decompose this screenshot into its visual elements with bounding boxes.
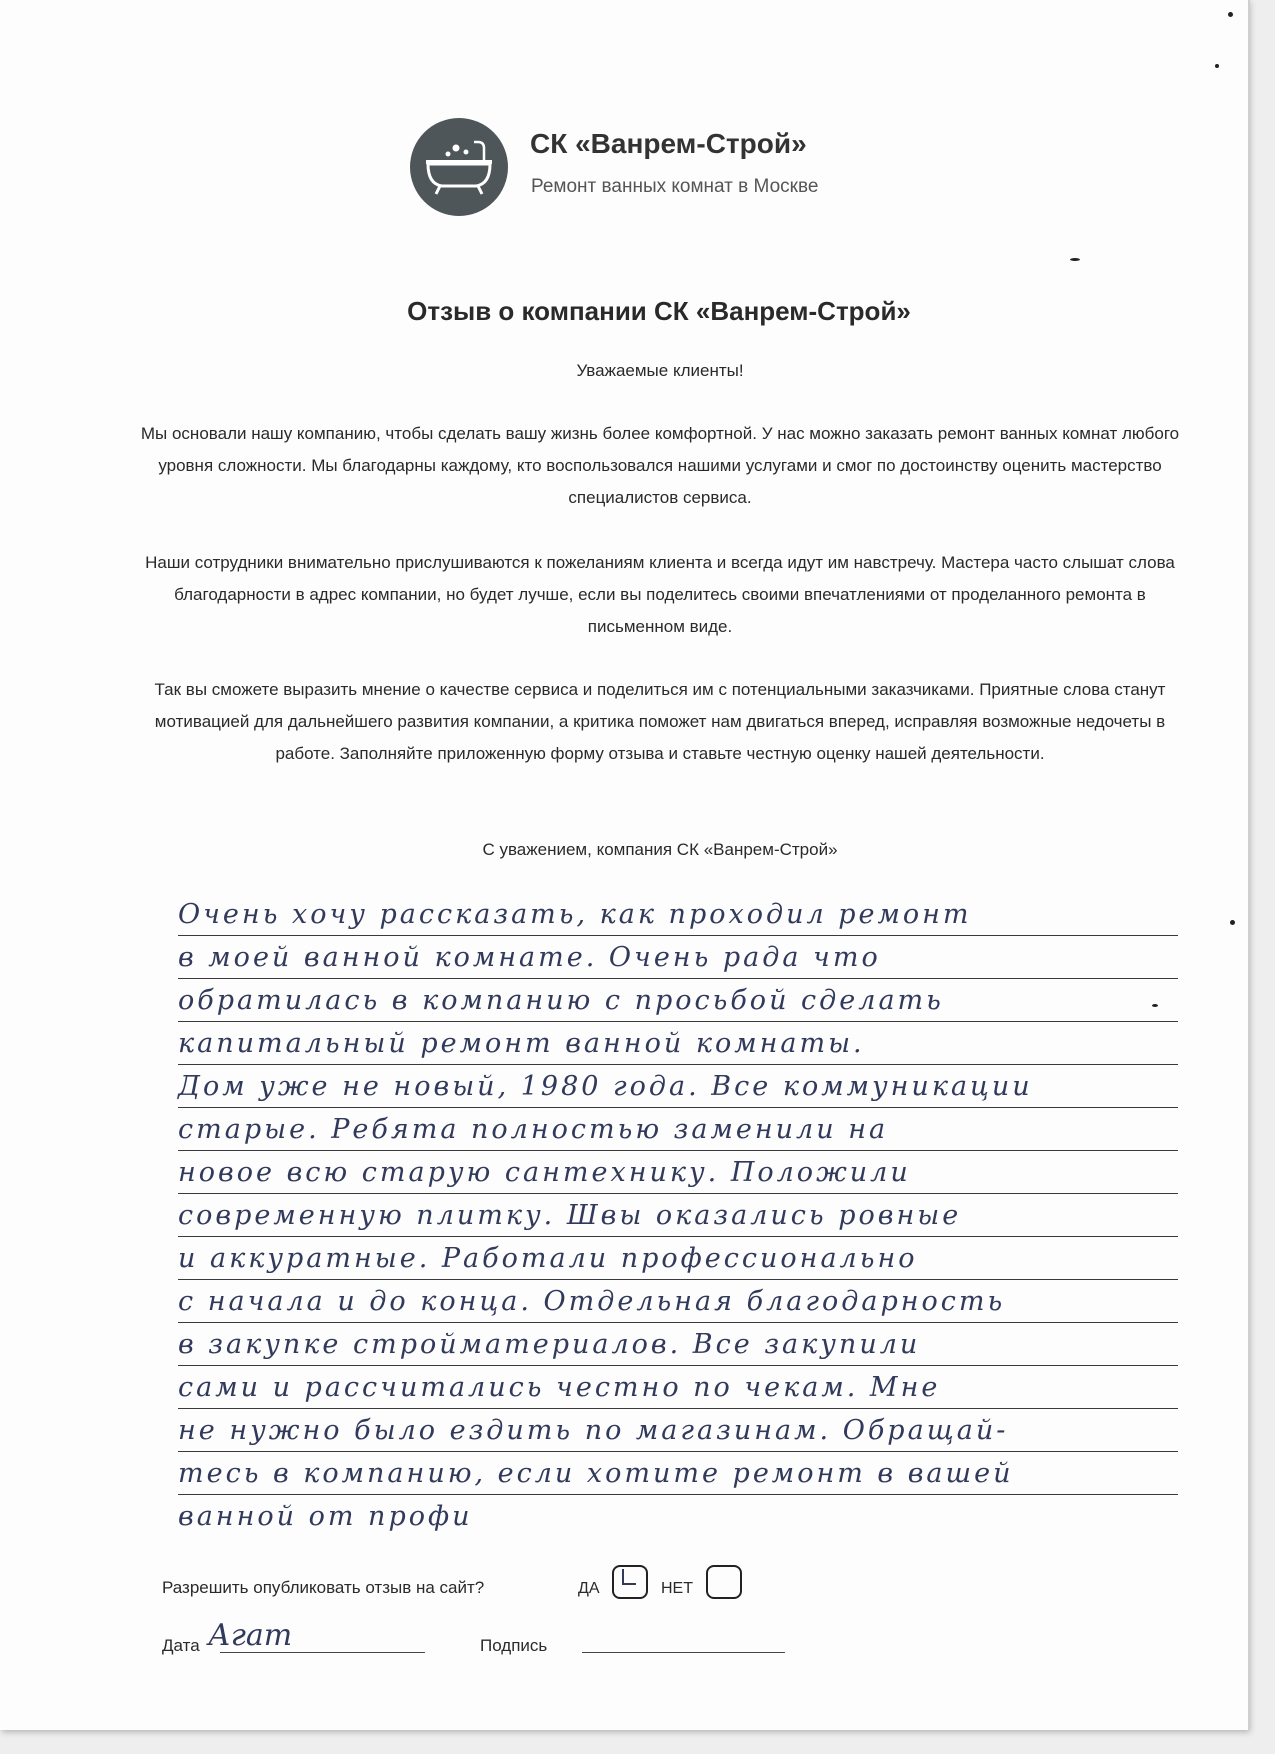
review-line: и аккуратные. Работали профессионально [178, 1239, 1178, 1280]
page-edge [1248, 0, 1250, 1730]
review-line: ванной от профи [178, 1501, 473, 1532]
signature-field[interactable] [582, 1652, 785, 1653]
review-line: капитальный ремонт ванной комнаты. [178, 1024, 1178, 1065]
review-line: старые. Ребята полностью заменили на [178, 1110, 1178, 1151]
page-title: Отзыв о компании СК «Ванрем-Строй» [407, 296, 911, 326]
check-mark-icon [622, 1569, 636, 1585]
review-line: современную плитку. Швы оказались ровные [178, 1196, 1178, 1237]
intro-paragraph-3: Так вы сможете выразить мнение о качестве сервиса и поделиться им с потенциальными заказчиками. Приятные слова станут мотивацией для дальнейшего развития компании, а критика поможет нам двигаться вперед, исправляя возможные недочеты в работе. Заполняйте приложенную форму отзыва и ставьте честную оценку нашей деятельности. [154, 680, 1166, 763]
scan-speck [1070, 258, 1080, 261]
review-line: новое всю старую сантехнику. Положили [178, 1153, 1178, 1194]
handwritten-review [160, 895, 1240, 1555]
sign-off: С уважением, компания СК «Ванрем-Строй» [482, 840, 838, 859]
signature-label: Подпись [480, 1636, 548, 1655]
brand-tagline: Ремонт ванных комнат в Москве [531, 176, 819, 197]
brand-name: СК «Ванрем-Строй» [530, 128, 807, 159]
scan-speck [1215, 64, 1219, 68]
review-line: сами и рассчитались честно по чекам. Мне [178, 1368, 1178, 1409]
review-line: в моей ванной комнате. Очень рада что [178, 938, 1178, 979]
review-line: не нужно было ездить по магазинам. Обращай- [178, 1411, 1178, 1452]
yes-label: ДА [578, 1580, 600, 1597]
no-label: НЕТ [661, 1580, 693, 1597]
brand-logo [410, 118, 508, 216]
scan-speck [1228, 12, 1233, 17]
publish-question: Разрешить опубликовать отзыв на сайт? [162, 1578, 485, 1597]
bathtub-icon [410, 118, 508, 216]
review-line: Дом уже не новый, 1980 года. Все коммуникации [178, 1067, 1178, 1108]
date-handwriting: Агат [208, 1618, 293, 1653]
date-label: Дата [162, 1636, 200, 1655]
review-line: с начала и до конца. Отдельная благодарность [178, 1282, 1178, 1323]
intro-paragraph-1: Мы основали нашу компанию, чтобы сделать вашу жизнь более комфортной. У нас можно заказать ремонт ванных комнат любого уровня сложности. Мы благодарны каждому, кто воспользовался нашими услугами и смог по достоинству оценить мастерство специалистов сервиса. [140, 424, 1180, 507]
scan-speck [1152, 1004, 1158, 1007]
scan-speck [1230, 920, 1235, 925]
review-line: в закупке стройматериалов. Все закупили [178, 1325, 1178, 1366]
review-line: Очень хочу рассказать, как проходил ремонт [178, 895, 1178, 936]
review-line: тесь в компанию, если хотите ремонт в вашей [178, 1454, 1178, 1495]
review-line: обратилась в компанию с просьбой сделать [178, 981, 1178, 1022]
no-checkbox[interactable] [706, 1565, 742, 1599]
intro-paragraph-2: Наши сотрудники внимательно прислушиваются к пожеланиям клиента и всегда идут им навстречу. Мастера часто слышат слова благодарности в адрес компании, но будет лучше, если вы поделитесь своими впечатлениями от проделанного ремонта в письменном виде. [145, 553, 1175, 636]
yes-checkbox[interactable] [612, 1565, 648, 1599]
greeting: Уважаемые клиенты! [576, 361, 744, 380]
